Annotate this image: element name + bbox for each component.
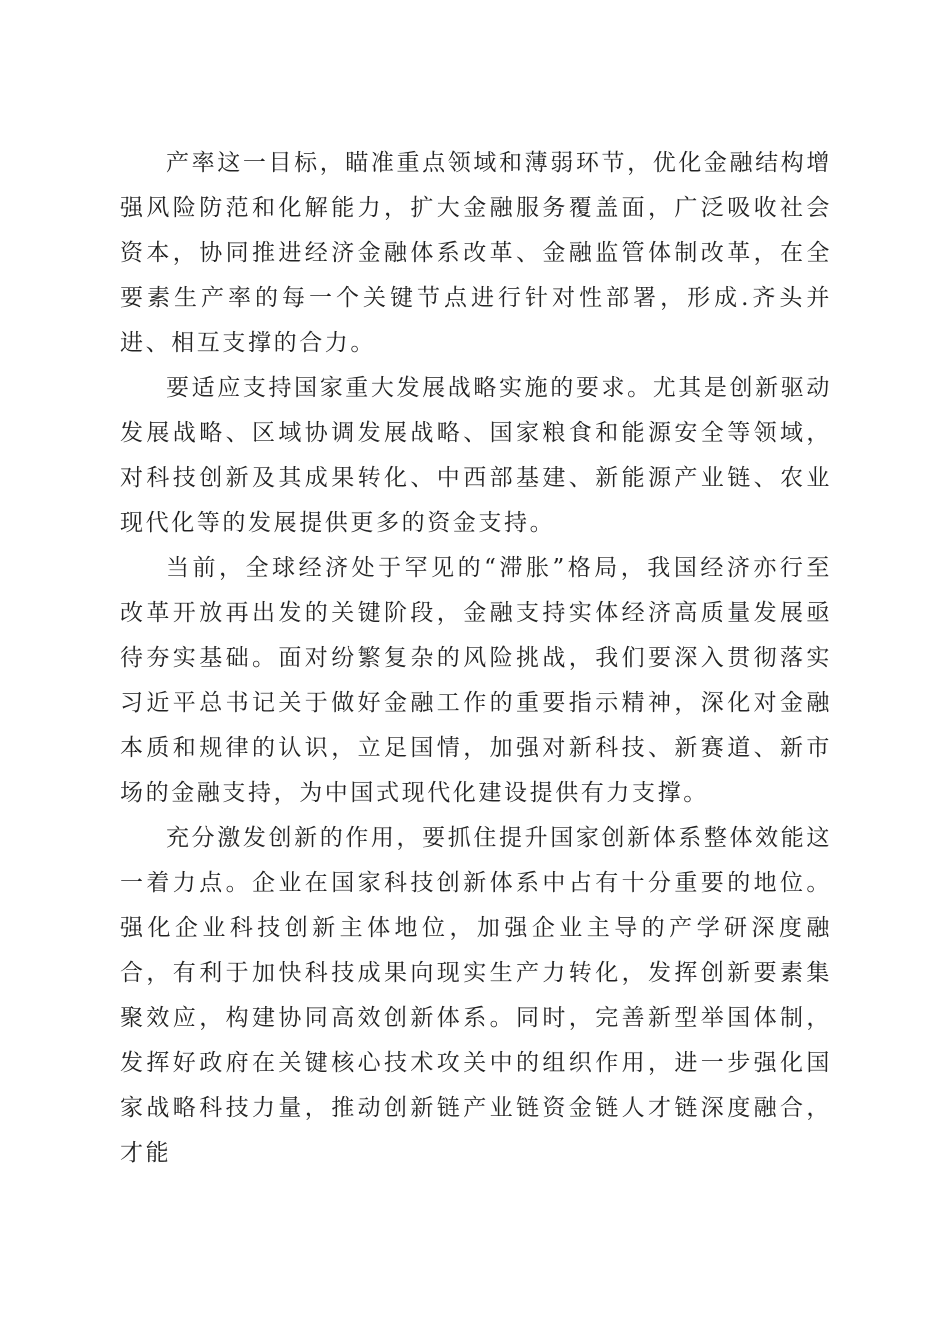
paragraph-3: 当前，全球经济处于罕见的“滞胀”格局，我国经济亦行至改革开放再出发的关键阶段，金融支持实体经济高质量发展亟待夯实基础。面对纷繁复杂的风险挑战，我们要深入贯彻落实习近平总书记关于做好金融工作的重要指示精神，深化对金融本质和规律的认识，立足国情，加强对新科技、新赛道、新市场的金融支持，为中国式现代化建设提供有力支撑。 <box>120 555 832 806</box>
paragraph-1: 产率这一目标，瞄准重点领域和薄弱环节，优化金融结构增强风险防范和化解能力，扩大金融服务覆盖面，广泛吸收社会资本，协同推进经济金融体系改革、金融监管体制改革，在全要素生产率的每一个关键节点进行针对性部署，形成.齐头并进、相互支撑的合力。 <box>120 150 832 356</box>
document-body <box>120 141 832 1176</box>
paragraph-2: 要适应支持国家重大发展战略实施的要求。尤其是创新驱动发展战略、区域协调发展战略、国家粮食和能源安全等领域，对科技创新及其成果转化、中西部基建、新能源产业链、农业现代化等的发展提供更多的资金支持。 <box>120 375 832 536</box>
paragraph-4: 充分激发创新的作用，要抓住提升国家创新体系整体效能这一着力点。企业在国家科技创新体系中占有十分重要的地位。强化企业科技创新主体地位，加强企业主导的产学研深度融合，有利于加快科技成果向现实生产力转化，发挥创新要素集聚效应，构建协同高效创新体系。同时，完善新型举国体制，发挥好政府在关键核心技术攻关中的组织作用，进一步强化国家战略科技力量，推动创新链产业链资金链人才链深度融合，才能 <box>120 825 832 1166</box>
